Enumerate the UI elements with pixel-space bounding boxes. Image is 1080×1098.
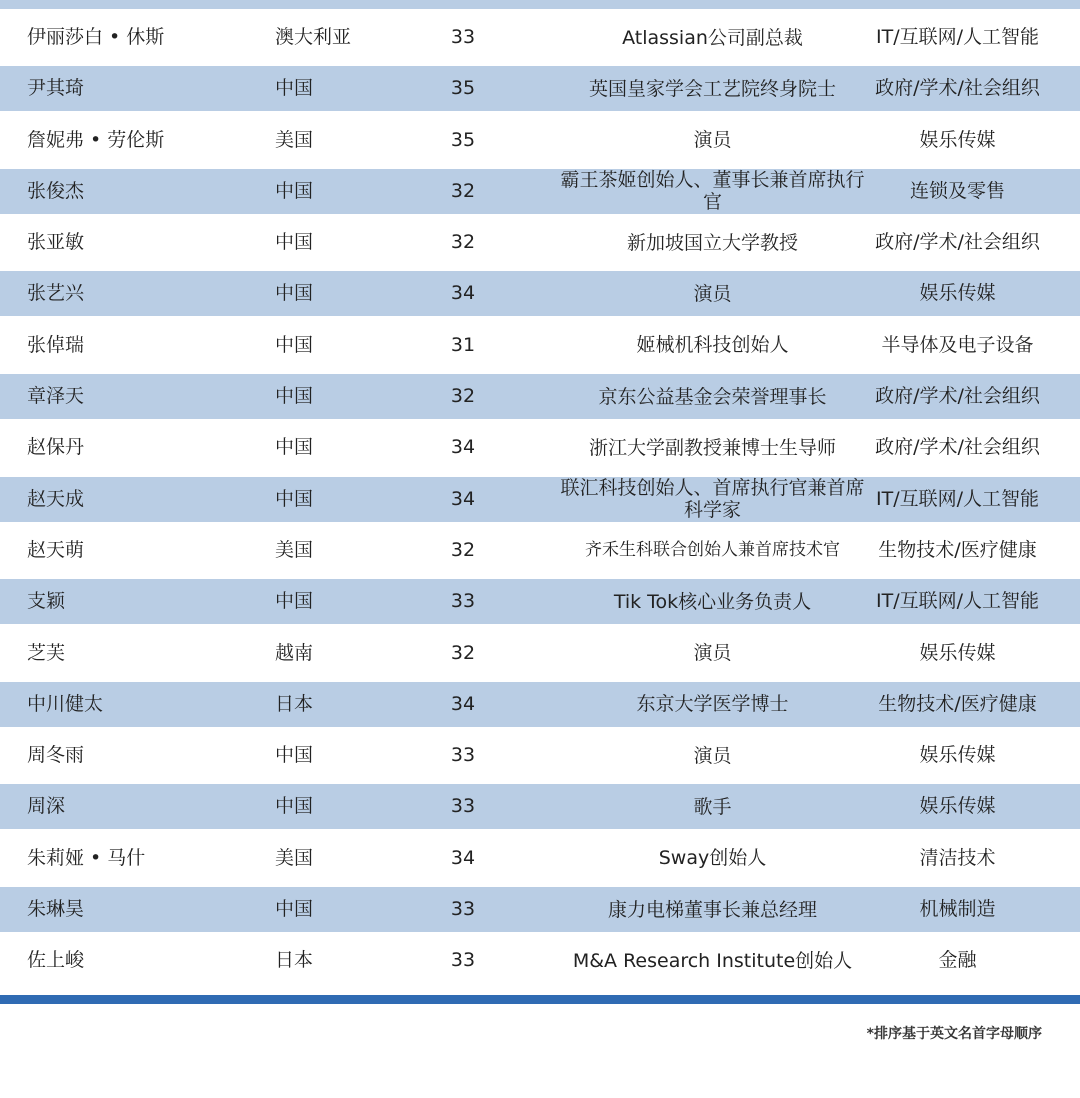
industry-cell: 娱乐传媒 (919, 128, 996, 151)
title-cell: 康力电梯董事长兼总经理 (607, 898, 817, 921)
country-cell: 美国 (275, 538, 314, 561)
industry-cell: 政府/学术/社会组织 (875, 385, 1040, 408)
industry-cell: 娱乐传媒 (919, 744, 996, 767)
age-cell: 34 (450, 282, 476, 305)
table-row (0, 477, 1080, 522)
age-cell: 33 (450, 795, 476, 818)
country-cell: 美国 (275, 846, 314, 869)
title-cell: 姬械机科技创始人 (636, 334, 789, 357)
name-cell: 尹其琦 (27, 77, 85, 100)
age-cell: 32 (450, 179, 476, 202)
table-row (0, 169, 1080, 214)
age-cell: 34 (450, 692, 476, 715)
country-cell: 中国 (275, 744, 314, 767)
country-cell: 中国 (275, 590, 314, 613)
country-cell: 中国 (275, 487, 314, 510)
title-cell: 浙江大学副教授兼博士生导师 (588, 436, 836, 459)
country-cell: 中国 (275, 385, 314, 408)
table-row (0, 374, 1080, 419)
age-cell: 31 (450, 333, 476, 356)
table-row (0, 784, 1080, 829)
table-row (0, 682, 1080, 727)
title-cell: 演员 (693, 282, 732, 305)
age-cell: 34 (450, 436, 476, 459)
title-cell: 歌手 (693, 795, 732, 818)
table-row (0, 887, 1080, 932)
age-cell: 33 (450, 949, 476, 972)
age-cell: 33 (450, 898, 476, 921)
title-cell: Atlassian公司副总裁 (622, 26, 803, 49)
country-cell: 日本 (275, 949, 314, 972)
title-cell: 霸王茶姬创始人、董事长兼首席执行官 (560, 169, 865, 214)
table-row (0, 938, 1080, 983)
name-cell: 周深 (27, 795, 66, 818)
title-cell: M&A Research Institute创始人 (572, 949, 853, 972)
age-cell: 33 (450, 744, 476, 767)
name-cell: 佐上峻 (27, 949, 85, 972)
title-cell: 演员 (693, 744, 732, 767)
name-cell: 赵保丹 (27, 436, 85, 459)
name-cell: 赵天成 (27, 487, 85, 510)
country-cell: 中国 (275, 77, 314, 100)
name-cell: 张倬瑞 (27, 333, 85, 356)
table-row (0, 528, 1080, 573)
age-cell: 32 (450, 385, 476, 408)
country-cell: 中国 (275, 333, 314, 356)
industry-cell: 生物技术/医疗健康 (878, 692, 1037, 715)
industry-cell: 政府/学术/社会组织 (875, 77, 1040, 100)
age-cell: 35 (450, 77, 476, 100)
name-cell: 张亚敏 (27, 231, 85, 254)
title-cell: 齐禾生科联合创始人兼首席技术官 (585, 540, 840, 561)
industry-cell: 政府/学术/社会组织 (875, 231, 1040, 254)
country-cell: 日本 (275, 692, 314, 715)
title-cell: Tik Tok核心业务负责人 (613, 590, 812, 613)
table-row (0, 733, 1080, 778)
name-cell: 詹妮弗 • 劳伦斯 (27, 128, 165, 151)
honoree-table (0, 15, 1080, 990)
industry-cell: 娱乐传媒 (919, 641, 996, 664)
industry-cell: 政府/学术/社会组织 (875, 436, 1040, 459)
title-cell: 演员 (693, 642, 732, 665)
table-row (0, 66, 1080, 111)
table-row (0, 579, 1080, 624)
name-cell: 朱莉娅 • 马什 (27, 846, 146, 869)
industry-cell: 生物技术/医疗健康 (878, 538, 1037, 561)
industry-cell: 金融 (938, 949, 977, 972)
age-cell: 33 (450, 26, 476, 48)
name-cell: 张艺兴 (27, 282, 85, 305)
age-cell: 32 (450, 641, 476, 664)
country-cell: 中国 (275, 436, 314, 459)
table-row (0, 15, 1080, 60)
title-cell: 演员 (693, 129, 732, 152)
bottom-divider (0, 995, 1080, 1004)
industry-cell: 半导体及电子设备 (881, 333, 1034, 356)
table-row (0, 425, 1080, 470)
industry-cell: 机械制造 (919, 898, 996, 921)
name-cell: 中川健太 (27, 692, 104, 715)
name-cell: 章泽天 (27, 385, 85, 408)
industry-cell: IT/互联网/人工智能 (875, 487, 1039, 510)
age-cell: 33 (450, 590, 476, 613)
name-cell: 张俊杰 (27, 179, 85, 202)
table-row (0, 118, 1080, 163)
title-cell: Sway创始人 (658, 847, 767, 870)
country-cell: 澳大利亚 (275, 26, 352, 48)
industry-cell: 连锁及零售 (909, 179, 1005, 202)
table-row (0, 836, 1080, 881)
country-cell: 中国 (275, 282, 314, 305)
country-cell: 中国 (275, 795, 314, 818)
age-cell: 34 (450, 846, 476, 869)
table-row (0, 323, 1080, 368)
title-cell: 新加坡国立大学教授 (626, 231, 798, 254)
country-cell: 美国 (275, 128, 314, 151)
name-cell: 朱琳昊 (27, 898, 85, 921)
title-cell: 英国皇家学会工艺院终身院士 (588, 77, 836, 100)
country-cell: 越南 (275, 641, 314, 664)
table-row (0, 271, 1080, 316)
name-cell: 芝芙 (27, 641, 66, 664)
country-cell: 中国 (275, 179, 314, 202)
industry-cell: 清洁技术 (919, 846, 996, 869)
name-cell: 支颖 (27, 590, 66, 613)
age-cell: 35 (450, 128, 476, 151)
title-cell: 东京大学医学博士 (636, 693, 789, 716)
country-cell: 中国 (275, 898, 314, 921)
industry-cell: IT/互联网/人工智能 (875, 26, 1039, 48)
title-cell: 联汇科技创始人、首席执行官兼首席科学家 (560, 477, 865, 522)
title-cell: 京东公益基金会荣誉理事长 (598, 385, 827, 408)
table-row (0, 220, 1080, 265)
age-cell: 34 (450, 487, 476, 510)
industry-cell: 娱乐传媒 (919, 795, 996, 818)
table-row (0, 631, 1080, 676)
age-cell: 32 (450, 231, 476, 254)
industry-cell: 娱乐传媒 (919, 282, 996, 305)
name-cell: 周冬雨 (27, 744, 85, 767)
industry-cell: IT/互联网/人工智能 (875, 590, 1039, 613)
country-cell: 中国 (275, 231, 314, 254)
top-stripe (0, 0, 1080, 9)
sort-footnote: *排序基于英文名首字母顺序 (866, 1026, 1042, 1042)
age-cell: 32 (450, 538, 476, 561)
name-cell: 赵天萌 (27, 538, 85, 561)
name-cell: 伊丽莎白 • 休斯 (27, 26, 165, 48)
